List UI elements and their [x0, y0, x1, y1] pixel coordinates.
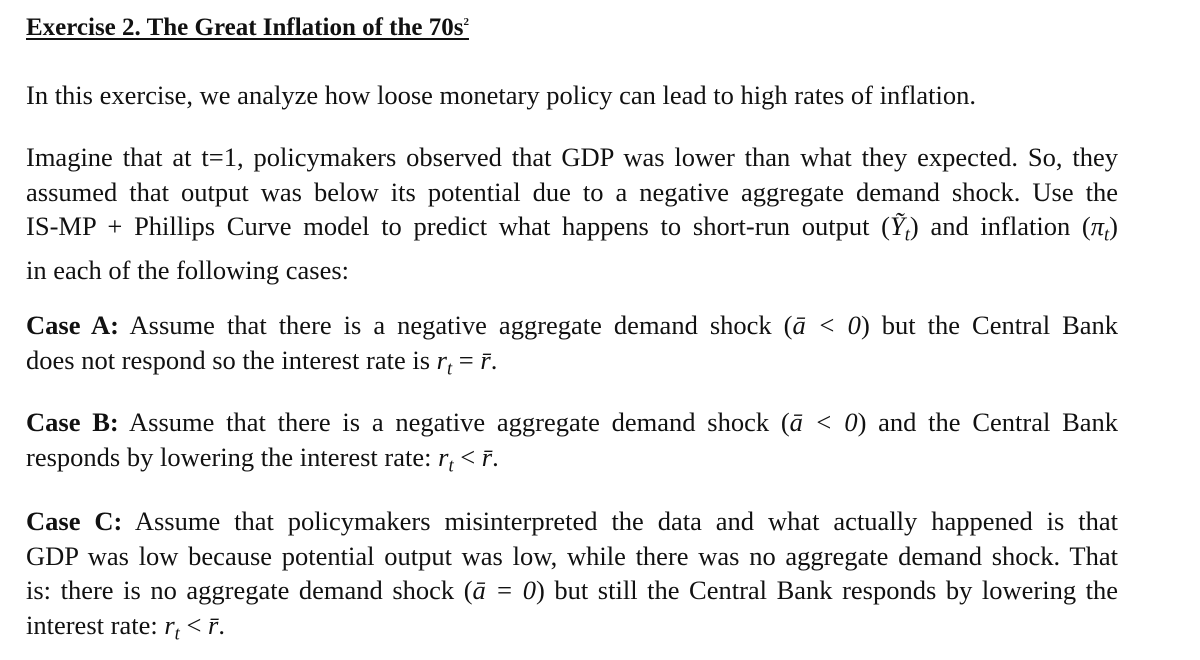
case-c-relation: < — [179, 609, 209, 640]
title-footnote-marker: 2 — [463, 16, 469, 28]
case-a-line-1-text-b: ) but the Central Bank — [860, 310, 1119, 340]
imagine-line-2: assumed that output was below its potential due to a negative aggregate demand shock. Use the — [26, 176, 1118, 207]
case-a-line-2 — [26, 343, 1118, 387]
case-b-line-1-text-b: ) and the Central Bank — [857, 407, 1119, 437]
case-c-rbar: r̄ — [208, 609, 219, 640]
case-b-rbar: r̄ — [481, 441, 493, 472]
inflation-subscript: t — [1104, 224, 1110, 246]
imagine-line-3-text-b: ) and inflation ( — [909, 211, 1091, 241]
case-c-period: . — [218, 609, 225, 640]
case-b-line-1-text-a: Assume that there is a negative aggregate demand shock ( — [118, 407, 790, 437]
case-a-line-2-text-a: does not respond so the interest rate is — [26, 344, 437, 375]
case-b-paragraph — [26, 405, 1118, 484]
output-subscript: t — [904, 224, 910, 246]
case-c-rate-symbol: r — [164, 609, 175, 640]
case-a-period: . — [490, 344, 498, 375]
case-b-rate-symbol: r — [438, 441, 449, 472]
case-a-rate-symbol: r — [436, 344, 447, 375]
case-c-line-2: GDP was low because potential output was low, while there was no aggregate demand shock. That — [26, 540, 1118, 571]
case-c-shock: ā = 0 — [472, 575, 537, 605]
imagine-line-1: Imagine that at t=1, policymakers observed that GDP was lower than what they expected. So, they — [26, 142, 1118, 172]
imagine-line-3 — [26, 209, 1118, 253]
exercise-title — [26, 14, 469, 42]
intro-text: In this exercise, we analyze how loose monetary policy can lead to high rates of inflation. — [26, 80, 977, 110]
case-a-relation: = — [452, 344, 481, 375]
case-b-relation: < — [453, 441, 482, 472]
case-a-line-1 — [26, 308, 1118, 343]
case-b-shock: ā < 0 — [789, 407, 858, 437]
case-c-line-3-text-a: is: there is no aggregate demand shock ( — [26, 575, 473, 605]
case-c-line-3-text-b: ) but still the Central Bank responds by lowering the — [536, 575, 1118, 605]
case-a-rate-subscript: t — [447, 358, 453, 380]
exercise-title-text: Exercise 2. The Great Inflation of the 70s — [26, 14, 464, 41]
case-a-line-1-text-a: Assume that there is a negative aggregate demand shock ( — [118, 310, 793, 340]
case-c-line-1-text: Assume that policymakers misinterpreted the data and what actually happened is that — [122, 506, 1118, 536]
case-c-line-4 — [26, 608, 1118, 652]
inflation-symbol: π — [1090, 211, 1105, 241]
case-c-line-3 — [26, 573, 1118, 608]
case-a-rbar: r̄ — [480, 344, 491, 375]
case-b-line-2 — [26, 440, 1118, 484]
case-a-label: Case A: — [26, 310, 119, 340]
intro-paragraph — [26, 78, 1118, 113]
case-a-paragraph — [26, 308, 1118, 387]
case-c-paragraph — [26, 504, 1118, 652]
imagine-line-3-text-c: ) — [1109, 211, 1118, 241]
case-c-rate-subscript: t — [174, 623, 180, 645]
case-c-line-1 — [26, 504, 1118, 539]
case-c-label: Case C: — [26, 506, 123, 536]
case-b-line-2-text-a: responds by lowering the interest rate: — [26, 441, 439, 472]
case-b-line-1 — [26, 405, 1118, 440]
case-b-period: . — [492, 441, 499, 472]
imagine-line-4: in each of the following cases: — [26, 255, 350, 286]
imagine-line-3-text-a: IS-MP + Phillips Curve model to predict what happens to short-run output ( — [26, 211, 890, 241]
case-a-shock: ā < 0 — [792, 310, 861, 340]
output-symbol: Ỹ — [890, 211, 905, 241]
case-b-label: Case B: — [26, 407, 119, 437]
imagine-paragraph — [26, 140, 1118, 288]
case-b-rate-subscript: t — [448, 455, 454, 477]
case-c-line-4-text-a: interest rate: — [26, 609, 165, 640]
